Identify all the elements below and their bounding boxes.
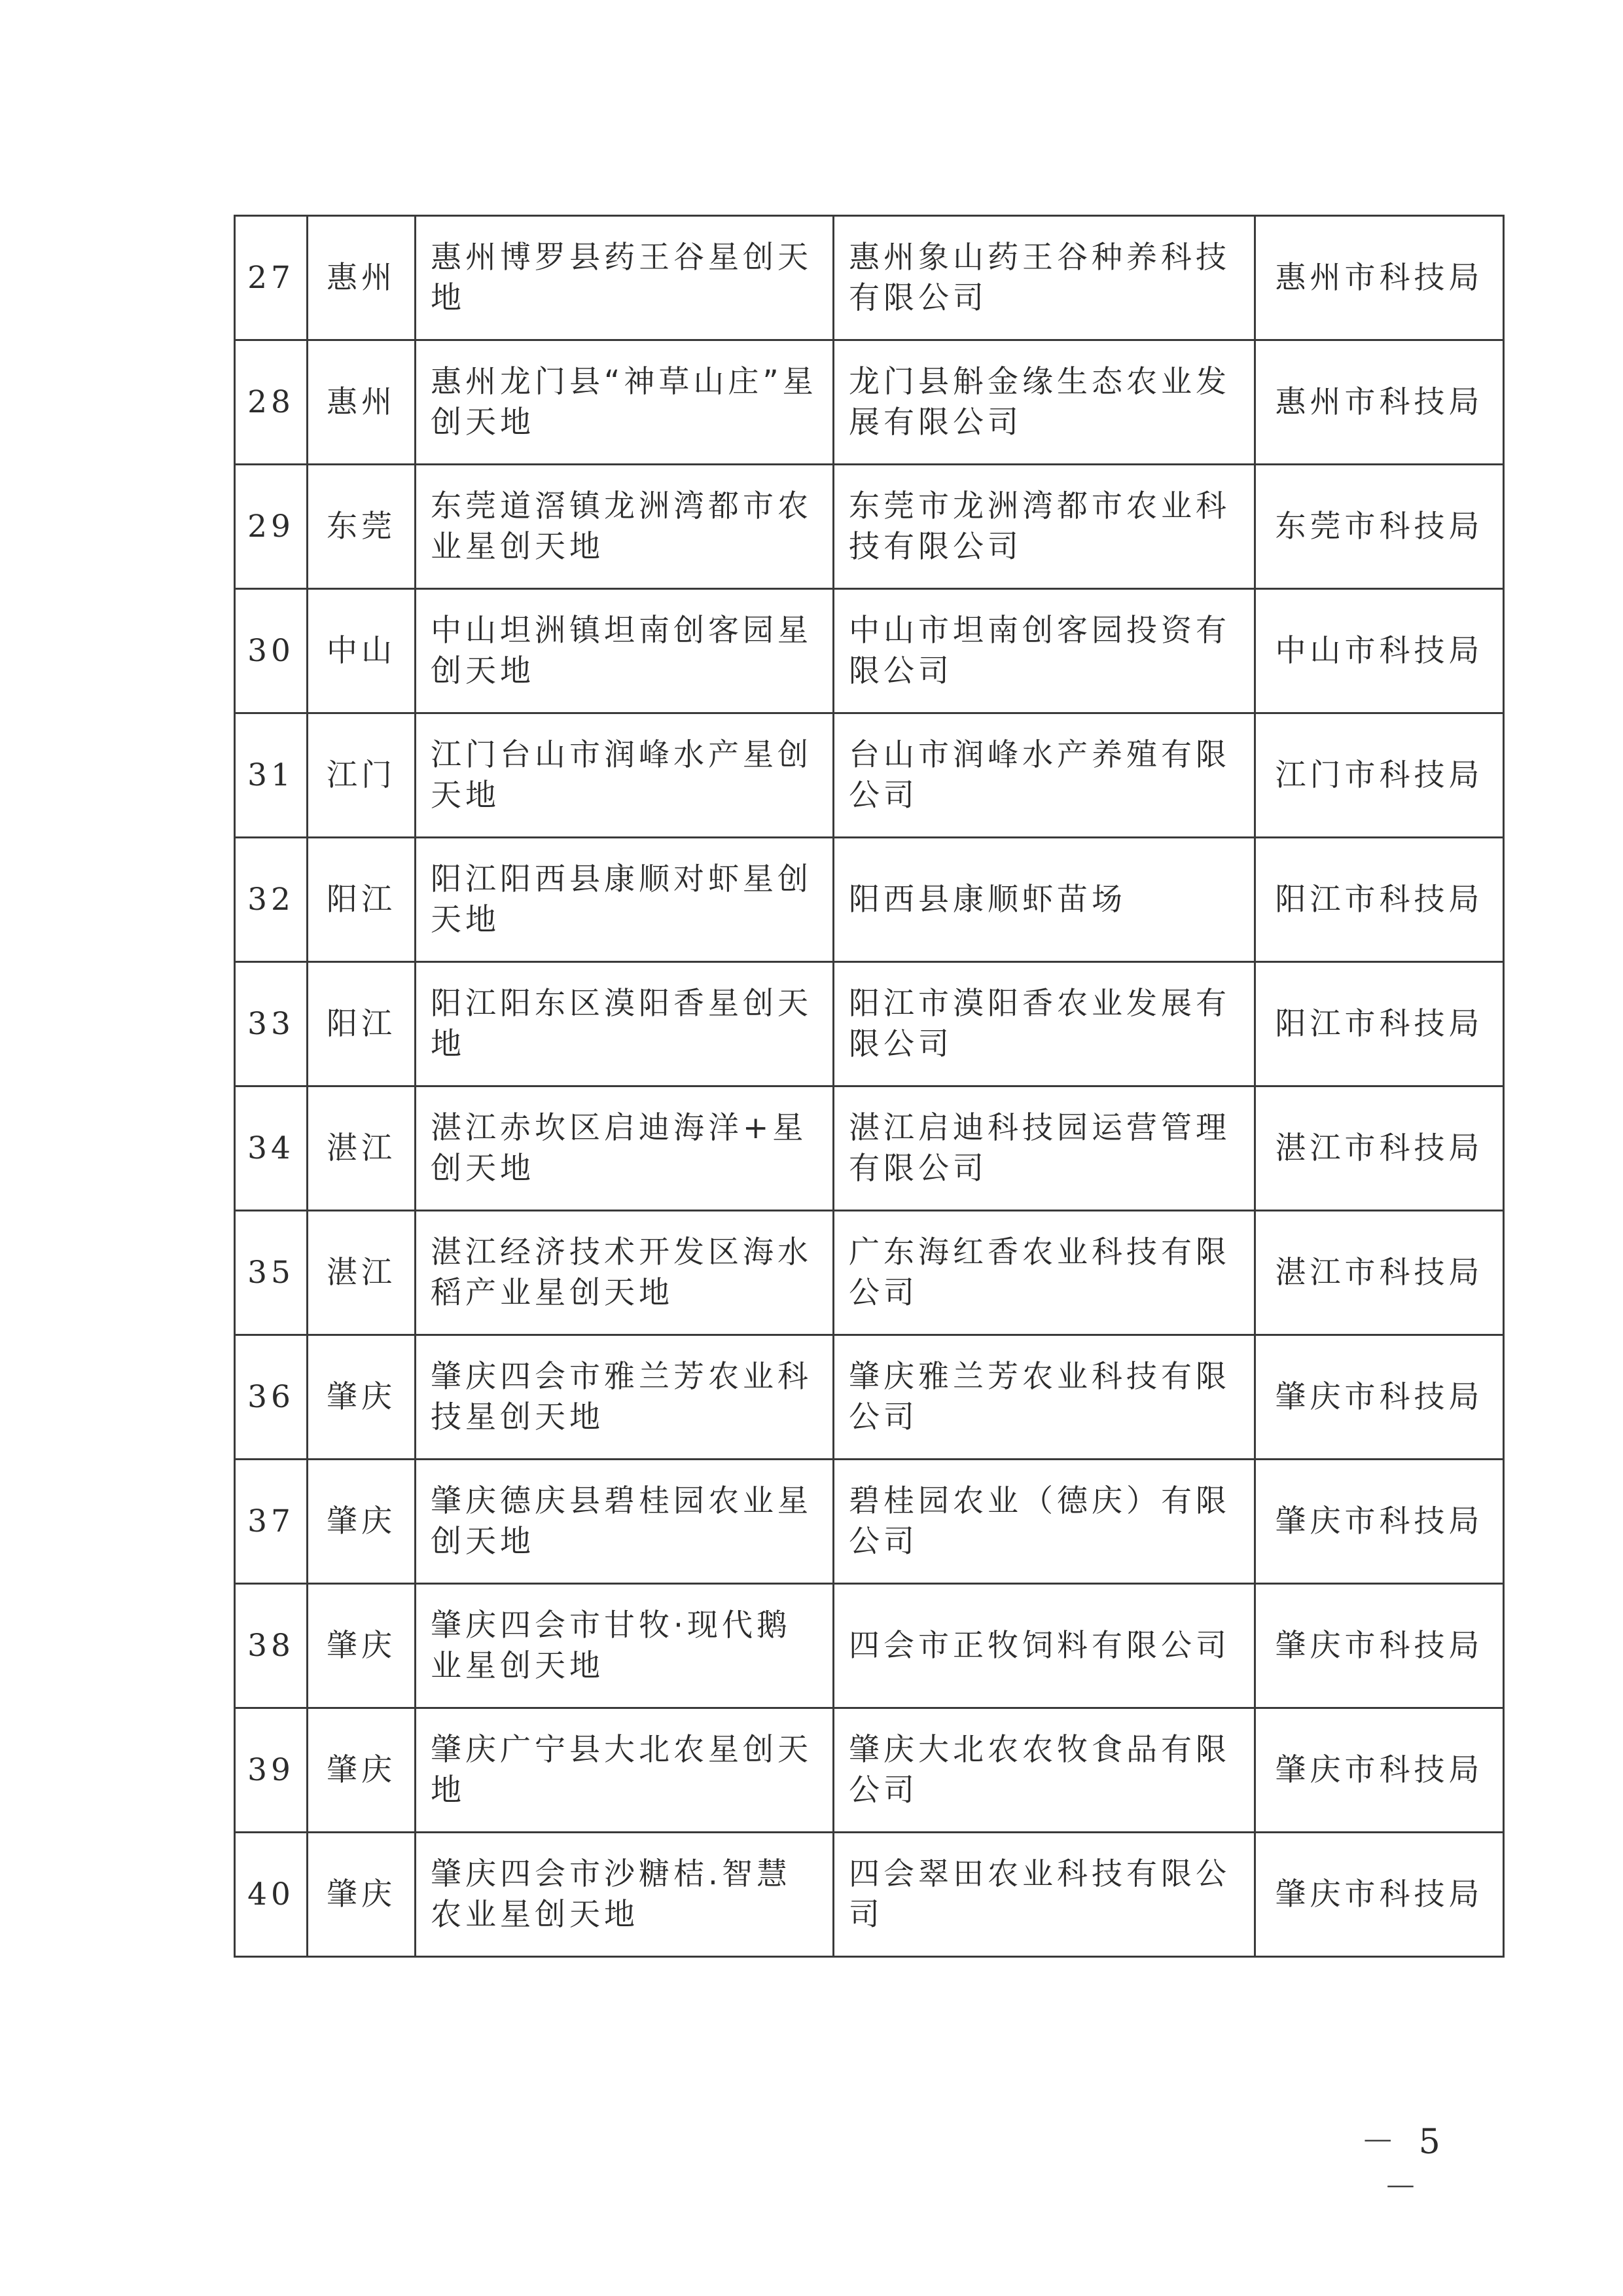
- platform-name-cell: [416, 962, 834, 1086]
- row-number: 36: [235, 1335, 308, 1460]
- platform-name-text: 惠州龙门县“神草山庄”星创天地: [431, 363, 817, 440]
- row-number: 27: [235, 216, 308, 340]
- recommender-text: 肇庆市科技局: [1275, 1751, 1484, 1788]
- row-number: 35: [235, 1211, 308, 1335]
- recommender-cell: [1255, 216, 1504, 340]
- operating-org-cell: [834, 1708, 1255, 1833]
- row-number: 31: [235, 713, 308, 838]
- recommender-text: 惠州市科技局: [1275, 384, 1484, 420]
- city-text: 惠州: [327, 259, 396, 296]
- row-number: 30: [235, 589, 308, 713]
- city-cell: [308, 465, 416, 589]
- recommender-text: 中山市科技局: [1275, 632, 1484, 669]
- table-row: [235, 1584, 1504, 1708]
- city-text: 肇庆: [327, 1503, 396, 1539]
- table-row: [235, 962, 1504, 1086]
- operating-org-text: 台山市润峰水产养殖有限公司: [849, 736, 1230, 814]
- city-cell: [308, 1833, 416, 1957]
- operating-org-cell: [834, 838, 1255, 962]
- operating-org-text: 东莞市龙洲湾都市农业科技有限公司: [849, 488, 1230, 565]
- platform-name-text: 阳江阳东区漠阳香星创天地: [431, 985, 812, 1062]
- operating-org-cell: [834, 1335, 1255, 1460]
- platform-name-cell: [416, 1833, 834, 1957]
- operating-org-text: 肇庆雅兰芳农业科技有限公司: [849, 1358, 1230, 1435]
- row-number: 34: [235, 1086, 308, 1211]
- table-row: [235, 1460, 1504, 1584]
- city-text: 肇庆: [327, 1876, 396, 1912]
- operating-org-text: 碧桂园农业（德庆）有限公司: [849, 1482, 1230, 1560]
- platform-name-text: 湛江经济技术开发区海水稻产业星创天地: [431, 1234, 812, 1311]
- recommender-text: 江门市科技局: [1275, 757, 1484, 793]
- platform-name-text: 中山坦洲镇坦南创客园星创天地: [431, 612, 812, 689]
- city-text: 肇庆: [327, 1378, 396, 1415]
- recommender-text: 肇庆市科技局: [1275, 1627, 1484, 1664]
- platform-name-text: 江门台山市润峰水产星创天地: [431, 736, 812, 814]
- table-row: [235, 713, 1504, 838]
- platform-name-cell: [416, 838, 834, 962]
- recommender-cell: [1255, 838, 1504, 962]
- table-row: [235, 838, 1504, 962]
- recommender-text: 肇庆市科技局: [1275, 1876, 1484, 1912]
- table-row: [235, 216, 1504, 340]
- operating-org-cell: [834, 1460, 1255, 1584]
- city-cell: [308, 216, 416, 340]
- recommender-cell: [1255, 589, 1504, 713]
- platform-name-text: 阳江阳西县康顺对虾星创天地: [431, 861, 812, 938]
- recommender-cell: [1255, 962, 1504, 1086]
- operating-org-cell: [834, 1833, 1255, 1957]
- recommender-cell: [1255, 1335, 1504, 1460]
- operating-org-cell: [834, 1211, 1255, 1335]
- recommender-cell: [1255, 465, 1504, 589]
- table-row: [235, 1708, 1504, 1833]
- platform-name-cell: [416, 1335, 834, 1460]
- row-number: 32: [235, 838, 308, 962]
- platform-name-cell: [416, 1708, 834, 1833]
- city-cell: [308, 340, 416, 465]
- row-number: 37: [235, 1460, 308, 1584]
- city-cell: [308, 1584, 416, 1708]
- city-cell: [308, 1708, 416, 1833]
- recommender-text: 阳江市科技局: [1275, 881, 1484, 918]
- operating-org-cell: [834, 713, 1255, 838]
- city-text: 肇庆: [327, 1627, 396, 1664]
- city-text: 湛江: [327, 1254, 396, 1291]
- platform-name-text: 肇庆四会市雅兰芳农业科技星创天地: [431, 1358, 812, 1435]
- table-body: [235, 216, 1504, 1957]
- city-cell: [308, 838, 416, 962]
- platform-name-cell: [416, 1584, 834, 1708]
- table-row: [235, 1086, 1504, 1211]
- platform-name-cell: [416, 1211, 834, 1335]
- operating-org-text: 惠州象山药王谷种养科技有限公司: [849, 239, 1230, 316]
- recommender-cell: [1255, 1833, 1504, 1957]
- platform-name-cell: [416, 1460, 834, 1584]
- table-row: [235, 1833, 1504, 1957]
- platform-name-text: 湛江赤坎区启迪海洋+星创天地: [431, 1109, 808, 1187]
- recommender-text: 湛江市科技局: [1275, 1254, 1484, 1291]
- table-row: [235, 340, 1504, 465]
- operating-org-text: 四会翠田农业科技有限公司: [849, 1856, 1230, 1933]
- recommender-cell: [1255, 1460, 1504, 1584]
- recommender-cell: [1255, 1584, 1504, 1708]
- platform-name-cell: [416, 713, 834, 838]
- city-text: 肇庆: [327, 1751, 396, 1788]
- platform-name-cell: [416, 1086, 834, 1211]
- operating-org-text: 龙门县斛金缘生态农业发展有限公司: [849, 363, 1230, 440]
- city-cell: [308, 1460, 416, 1584]
- platform-name-text: 肇庆广宁县大北农星创天地: [431, 1731, 812, 1808]
- recommender-cell: [1255, 713, 1504, 838]
- city-cell: [308, 589, 416, 713]
- recommender-text: 肇庆市科技局: [1275, 1503, 1484, 1539]
- row-number: 29: [235, 465, 308, 589]
- operating-org-text: 中山市坦南创客园投资有限公司: [849, 612, 1230, 689]
- recommender-text: 东莞市科技局: [1275, 508, 1484, 545]
- operating-org-text: 四会市正牧饲料有限公司: [849, 1627, 1230, 1664]
- page-number: － 5 －: [1361, 2123, 1447, 2208]
- city-text: 中山: [327, 632, 396, 669]
- operating-org-cell: [834, 589, 1255, 713]
- recommender-text: 惠州市科技局: [1275, 259, 1484, 296]
- row-number: 28: [235, 340, 308, 465]
- platform-name-text: 肇庆四会市沙糖桔.智慧农业星创天地: [431, 1856, 791, 1933]
- operating-org-text: 广东海红香农业科技有限公司: [849, 1234, 1230, 1311]
- platform-name-cell: [416, 340, 834, 465]
- city-cell: [308, 962, 416, 1086]
- city-text: 东莞: [327, 508, 396, 545]
- recommender-cell: [1255, 1211, 1504, 1335]
- operating-org-cell: [834, 340, 1255, 465]
- recommender-cell: [1255, 1708, 1504, 1833]
- recommender-cell: [1255, 1086, 1504, 1211]
- operating-org-cell: [834, 962, 1255, 1086]
- recommender-text: 阳江市科技局: [1275, 1005, 1484, 1042]
- recommender-text: 肇庆市科技局: [1275, 1378, 1484, 1415]
- row-number: 38: [235, 1584, 308, 1708]
- operating-org-cell: [834, 465, 1255, 589]
- table-row: [235, 589, 1504, 713]
- city-cell: [308, 713, 416, 838]
- platform-name-text: 东莞道滘镇龙洲湾都市农业星创天地: [431, 488, 812, 565]
- city-text: 阳江: [327, 881, 396, 918]
- star-innovation-list-table: [234, 215, 1505, 1958]
- city-text: 湛江: [327, 1130, 396, 1166]
- operating-org-cell: [834, 1584, 1255, 1708]
- table-row: [235, 465, 1504, 589]
- operating-org-cell: [834, 1086, 1255, 1211]
- recommender-cell: [1255, 340, 1504, 465]
- row-number: 40: [235, 1833, 308, 1957]
- city-cell: [308, 1211, 416, 1335]
- city-text: 阳江: [327, 1005, 396, 1042]
- row-number: 33: [235, 962, 308, 1086]
- platform-name-text: 肇庆四会市甘牧·现代鹅业星创天地: [431, 1607, 791, 1684]
- city-cell: [308, 1335, 416, 1460]
- city-text: 惠州: [327, 384, 396, 420]
- operating-org-text: 肇庆大北农农牧食品有限公司: [849, 1731, 1230, 1808]
- operating-org-cell: [834, 216, 1255, 340]
- operating-org-text: 阳江市漠阳香农业发展有限公司: [849, 985, 1230, 1062]
- recommender-text: 湛江市科技局: [1275, 1130, 1484, 1166]
- table-row: [235, 1335, 1504, 1460]
- platform-name-cell: [416, 216, 834, 340]
- platform-name-cell: [416, 465, 834, 589]
- operating-org-text: 湛江启迪科技园运营管理有限公司: [849, 1109, 1230, 1187]
- city-text: 江门: [327, 757, 396, 793]
- row-number: 39: [235, 1708, 308, 1833]
- table-row: [235, 1211, 1504, 1335]
- platform-name-text: 惠州博罗县药王谷星创天地: [431, 239, 812, 316]
- operating-org-text: 阳西县康顺虾苗场: [849, 881, 1126, 918]
- platform-name-text: 肇庆德庆县碧桂园农业星创天地: [431, 1482, 812, 1560]
- city-cell: [308, 1086, 416, 1211]
- platform-name-cell: [416, 589, 834, 713]
